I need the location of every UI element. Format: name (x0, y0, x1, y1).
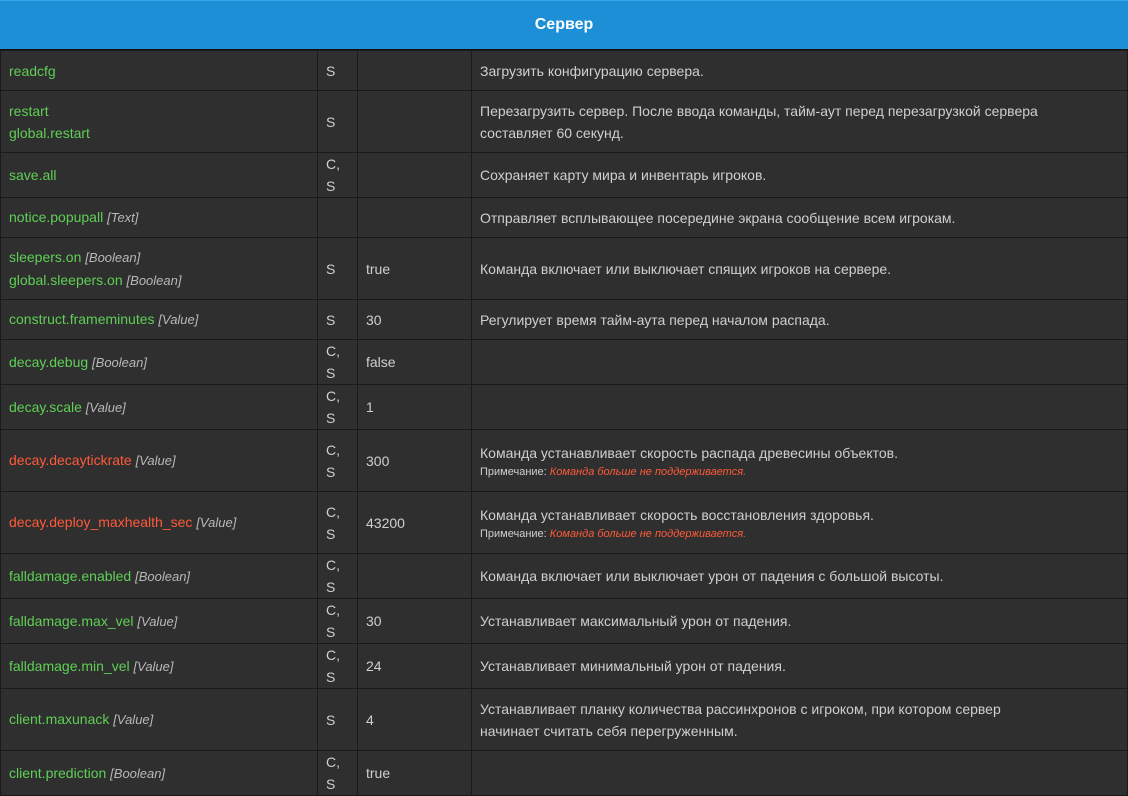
command-cell (1, 91, 318, 153)
value-cell: 300 (358, 430, 472, 492)
description-cell (472, 554, 1128, 599)
value-cell: 30 (358, 300, 472, 340)
scope-cell: S (318, 91, 358, 153)
command-name[interactable]: notice.popupall (9, 209, 104, 225)
description: Команда устанавливает скорость восстановления здоровья. (480, 506, 874, 523)
command-name[interactable]: decay.debug (9, 353, 89, 370)
command-cell (1, 300, 318, 340)
scope-cell: C, S (318, 554, 358, 599)
description: Устанавливает планку количества рассинхронов с игроком, при котором сервер (480, 700, 1001, 717)
command-cell (1, 689, 318, 751)
command-cell (1, 492, 318, 554)
description-cont: составляет 60 секунд. (480, 124, 624, 141)
command-name[interactable]: decay.scale (9, 398, 82, 415)
command-name[interactable]: client.maxunack (9, 711, 110, 727)
command-name[interactable]: sleepers.on (9, 248, 82, 265)
table-row (1, 689, 1128, 751)
description-cont: начинает считать себя перегруженным. (480, 722, 738, 739)
description: Устанавливает минимальный урон от падения. (480, 658, 786, 674)
table-row (1, 599, 1128, 644)
scope-cell: C, S (318, 644, 358, 689)
command-cell (1, 198, 318, 238)
value-cell (358, 91, 472, 153)
scope-cell: C, S (318, 430, 358, 492)
command-arg: [Value] (85, 399, 126, 415)
description: Команда включает или выключает урон от падения с большой высоты. (480, 568, 944, 584)
commands-table (0, 50, 1128, 796)
scope-cell (318, 198, 358, 238)
command-cell (1, 430, 318, 492)
table-row (1, 492, 1128, 554)
table-row (1, 644, 1128, 689)
command-name[interactable]: readcfg (9, 62, 56, 79)
value-cell (358, 554, 472, 599)
description-cell (472, 238, 1128, 300)
value-cell: 1 (358, 385, 472, 430)
table-row (1, 198, 1128, 238)
command-arg: [Value] (137, 613, 178, 629)
command-cell (1, 599, 318, 644)
value-cell (358, 198, 472, 238)
scope-cell: S (318, 689, 358, 751)
command-name[interactable]: client.prediction (9, 764, 107, 781)
command-arg: [Boolean] (110, 765, 166, 781)
note-label: Примечание: (480, 527, 547, 540)
command-cell (1, 340, 318, 385)
command-name-deprecated[interactable]: decay.deploy_maxhealth_sec (9, 514, 193, 530)
description: Команда включает или выключает спящих игроков на сервере. (480, 260, 892, 277)
description-cell (472, 492, 1128, 554)
description: Отправляет всплывающее посередине экрана сообщение всем игрокам. (480, 209, 956, 226)
value-cell: true (358, 238, 472, 300)
command-name[interactable]: restart (9, 102, 49, 119)
table-row (1, 430, 1128, 492)
command-arg: [Text] (107, 210, 139, 225)
description: Перезагрузить сервер. После ввода команды, тайм-аут перед перезагрузкой сервера (480, 102, 1038, 119)
command-name[interactable]: save.all (9, 167, 57, 183)
deprecation-note (480, 526, 1119, 542)
scope-cell: S (318, 300, 358, 340)
description-cell (472, 385, 1128, 430)
note-label: Примечание: (480, 465, 547, 478)
table-row (1, 300, 1128, 340)
description-cell (472, 599, 1128, 644)
command-alias-arg: [Boolean] (126, 272, 182, 288)
command-arg: [Value] (158, 312, 199, 327)
description-cell (472, 300, 1128, 340)
description-cell (472, 91, 1128, 153)
table-row (1, 238, 1128, 300)
command-name[interactable]: falldamage.max_vel (9, 612, 134, 629)
value-cell: true (358, 751, 472, 796)
scope-cell: C, S (318, 599, 358, 644)
table-row (1, 340, 1128, 385)
description: Сохраняет карту мира и инвентарь игроков. (480, 167, 767, 183)
command-name[interactable]: construct.frameminutes (9, 311, 155, 327)
command-name[interactable]: falldamage.enabled (9, 567, 132, 584)
command-name-deprecated[interactable]: decay.decaytickrate (9, 452, 132, 468)
description-cell (472, 340, 1128, 385)
table-row (1, 51, 1128, 91)
value-cell: 4 (358, 689, 472, 751)
note-text: Команда больше не поддерживается. (549, 465, 747, 478)
scope-cell: C, S (318, 492, 358, 554)
command-alias[interactable]: global.sleepers.on (9, 271, 123, 288)
description: Загрузить конфигурацию сервера. (480, 62, 704, 79)
command-arg: [Value] (135, 453, 176, 468)
table-row (1, 385, 1128, 430)
value-cell: 30 (358, 599, 472, 644)
command-alias[interactable]: global.restart (9, 124, 90, 141)
deprecation-note (480, 464, 1119, 480)
command-cell (1, 51, 318, 91)
note-text: Команда больше не поддерживается. (549, 527, 747, 540)
value-cell: 43200 (358, 492, 472, 554)
command-name[interactable]: falldamage.min_vel (9, 657, 130, 674)
command-arg: [Value] (196, 515, 237, 530)
command-cell (1, 554, 318, 599)
command-cell (1, 385, 318, 430)
scope-cell: C, S (318, 340, 358, 385)
description-cell (472, 198, 1128, 238)
value-cell (358, 153, 472, 198)
command-arg: [Boolean] (92, 354, 147, 370)
description-cell (472, 644, 1128, 689)
value-cell (358, 51, 472, 91)
description-cell (472, 689, 1128, 751)
command-arg: [Value] (133, 658, 174, 674)
table-row (1, 751, 1128, 796)
command-cell (1, 644, 318, 689)
command-cell (1, 238, 318, 300)
table-title: Сервер (0, 0, 1128, 50)
command-arg: [Value] (113, 712, 154, 727)
scope-cell: S (318, 238, 358, 300)
description-cell (472, 51, 1128, 91)
description-cell (472, 430, 1128, 492)
value-cell: false (358, 340, 472, 385)
description-cell (472, 153, 1128, 198)
command-cell (1, 153, 318, 198)
description-cell (472, 751, 1128, 796)
scope-cell: C, S (318, 751, 358, 796)
value-cell: 24 (358, 644, 472, 689)
table-row (1, 91, 1128, 153)
description: Команда устанавливает скорость распада древесины объектов. (480, 444, 898, 461)
command-cell (1, 751, 318, 796)
scope-cell: S (318, 51, 358, 91)
command-arg: [Boolean] (85, 249, 141, 265)
scope-cell: C, S (318, 153, 358, 198)
description: Регулирует время тайм-аута перед началом распада. (480, 311, 830, 328)
description: Устанавливает максимальный урон от падения. (480, 613, 792, 629)
table-row (1, 554, 1128, 599)
command-arg: [Boolean] (135, 568, 191, 584)
scope-cell: C, S (318, 385, 358, 430)
table-row (1, 153, 1128, 198)
